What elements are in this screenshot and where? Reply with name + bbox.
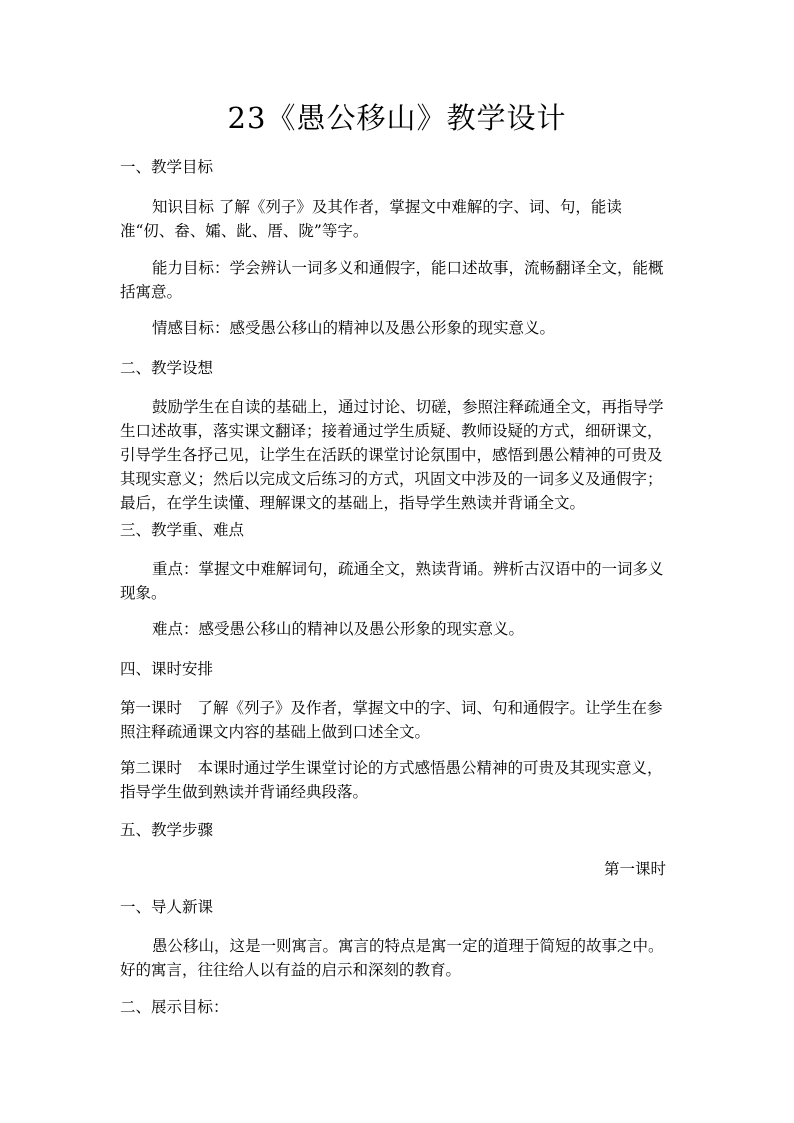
step-heading-introduction: 一、导人新课 (120, 898, 214, 916)
key-point-paragraph: 重点：掌握文中难解词句，疏通全文，熟读背诵。辨析古汉语中的一词多义现象。 (120, 560, 664, 602)
emotion-goal-paragraph: 情感目标：感受愚公移山的精神以及愚公形象的现实意义。 (152, 319, 556, 337)
knowledge-goal-paragraph: 知识目标 了解《列子》及其作者，掌握文中难解的字、词、句，能读准“仞、畚、孀、龀、厝、陇”等字。 (120, 198, 622, 240)
period-one-paragraph: 第一课时 了解《列子》及作者，掌握文中的字、词、句和通假字。让学生在参照注释疏通课文内容的基础上做到口述全文。 (120, 699, 663, 741)
section-heading-key-difficult-points: 三、教学重、难点 (120, 521, 245, 539)
teaching-design-paragraph: 鼓励学生在自读的基础上，通过讨论、切磋，参照注释疏通全文，再指导学生口述故事，落实课文翻译；接着通过学生质疑、教师设疑的方式，细研课文，引导学生各抒己见，让学生在活跃的课堂讨论氛围中，感悟到愚公精神的可贵及其现实意义；然后以完成文后练习的方式，巩固文中涉及的一词多义及通假字；最后，在学生读懂、理解课文的基础上，指导学生熟读并背诵全文。 (120, 398, 664, 512)
section-heading-teaching-goals: 一、教学目标 (120, 158, 214, 176)
section-heading-teaching-design: 二、教学设想 (120, 359, 214, 377)
difficult-point-paragraph: 难点：感受愚公移山的精神以及愚公形象的现实意义。 (152, 620, 525, 638)
introduction-paragraph: 愚公移山，这是一则寓言。寓言的特点是寓一定的道理于简短的故事之中。好的寓言，往往给人以有益的启示和深刻的教育。 (120, 937, 664, 979)
lesson-one-label: 第一课时 (603, 860, 666, 878)
section-heading-teaching-steps: 五、教学步骤 (120, 821, 214, 839)
document-title: 23《愚公移山》教学设计 (227, 101, 567, 135)
section-heading-period-arrangement: 四、课时安排 (120, 660, 214, 678)
ability-goal-paragraph: 能力目标：学会辨认一词多义和通假字，能口述故事，流畅翻译全文，能概括寓意。 (120, 259, 664, 301)
period-two-paragraph: 第二课时 本课时通过学生课堂讨论的方式感悟愚公精神的可贵及其现实意义，指导学生做到熟读并背诵经典段落。 (120, 759, 663, 801)
step-heading-show-goals: 二、展示目标： (120, 998, 229, 1016)
